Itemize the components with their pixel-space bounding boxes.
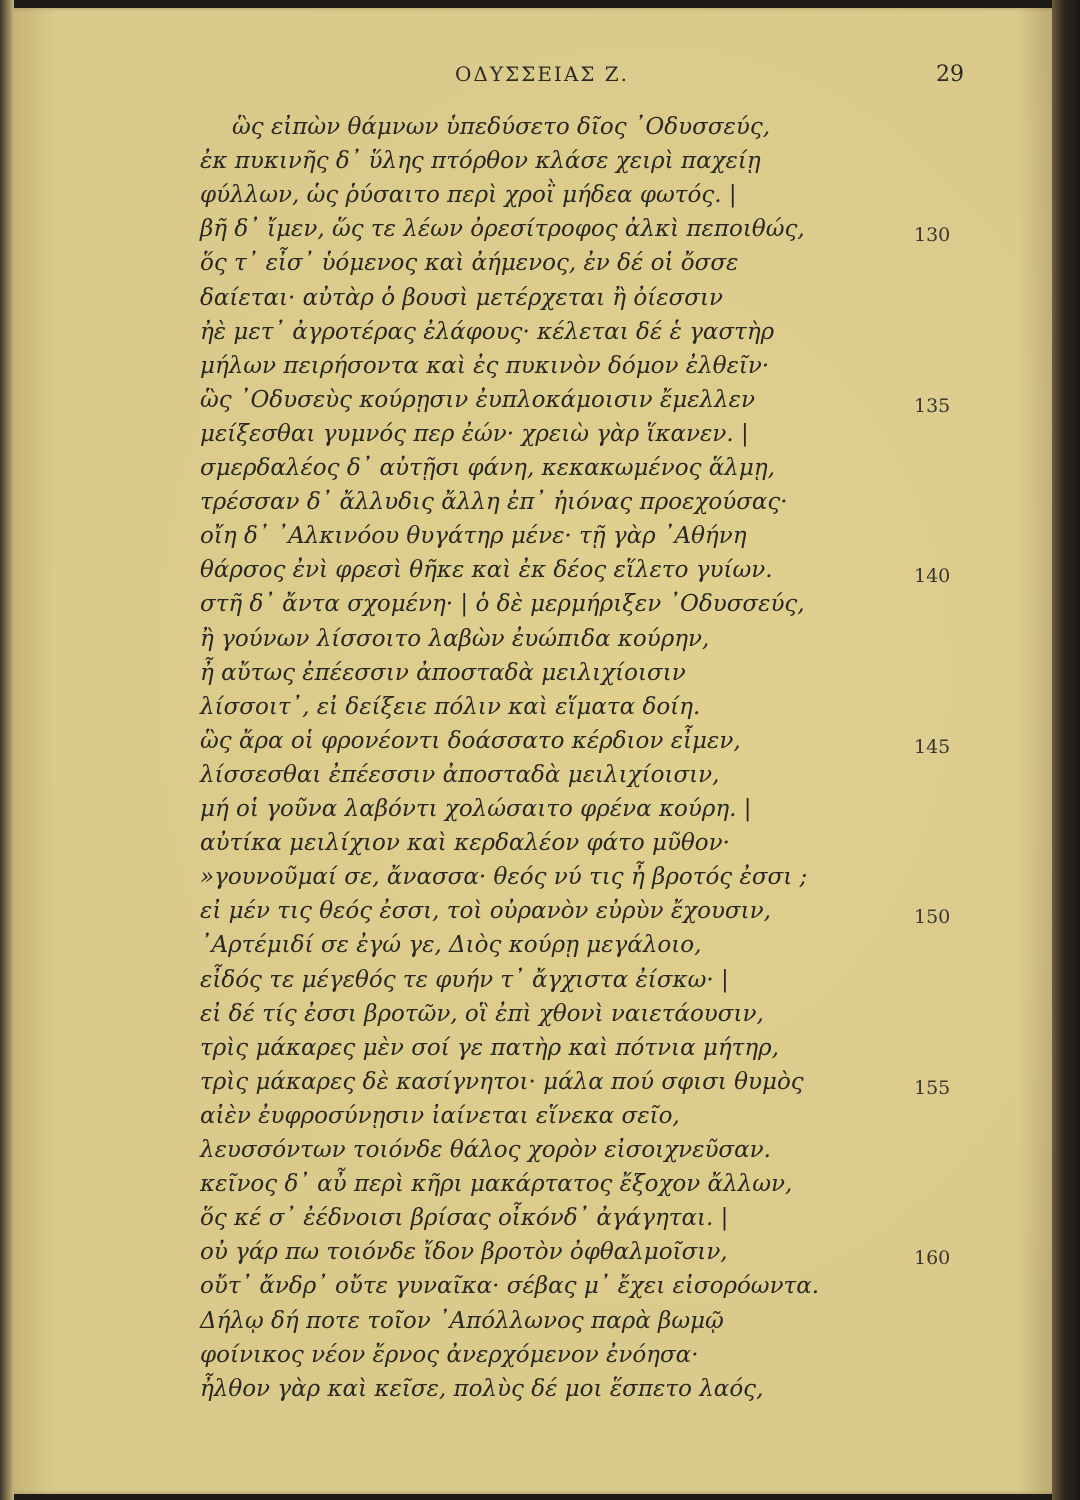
page-number: 29 (936, 62, 964, 87)
verse-line (0, 622, 1080, 656)
verse-line (0, 383, 1080, 417)
verse-text: λευσσόντων τοιόνδε θάλος χορὸν εἰσοιχνεῦσαν. (200, 1137, 771, 1163)
verse-line (0, 1167, 1080, 1201)
verse-line (0, 110, 1080, 144)
verse-line (0, 1031, 1080, 1065)
verse-line (0, 349, 1080, 383)
verse-text: βῆ δ᾿ ἴμεν, ὥς τε λέων ὀρεσίτροφος ἀλκὶ πεποιθώς, (200, 216, 805, 243)
line-number: 160 (914, 1247, 951, 1270)
verse-text: λίσσεσθαι ἐπέεσσιν ἀποσταδὰ μειλιχίοισιν, (200, 761, 720, 788)
verse-text: σμερδαλέος δ᾿ αὐτῇσι φάνη, κεκακωμένος ἅλμῃ, (200, 455, 775, 481)
verse-text: φοίνικος νέον ἔρνος ἀνερχόμενον ἐνόησα· (200, 1341, 699, 1368)
verse-line (0, 792, 1080, 826)
running-title: ΟΔΥΣΣΕΙΑΣ Ζ. (455, 62, 630, 86)
line-number: 145 (914, 735, 951, 758)
verse-line (0, 1201, 1080, 1235)
verse-line (0, 281, 1080, 315)
verse-line (0, 656, 1080, 690)
verse-line (0, 144, 1080, 178)
verse-text: ὅς κέ σ᾿ ἐέδνοισι βρίσας οἶκόνδ᾿ ἀγάγηται. | (200, 1205, 729, 1232)
verse-line (0, 451, 1080, 485)
verse-line (0, 315, 1080, 349)
verse-line (0, 690, 1080, 724)
verse-text: δαίεται· αὐτὰρ ὁ βουσὶ μετέρχεται ἢ ὀίεσσιν (200, 284, 723, 311)
verse-line (0, 1269, 1080, 1303)
verse-text: ὣς ᾿Οδυσεὺς κούρῃσιν ἐυπλοκάμοισιν ἔμελλεν (200, 386, 755, 413)
verse-line (0, 724, 1080, 758)
verse-line (0, 417, 1080, 451)
verse-line (0, 1372, 1080, 1406)
verse-text: »γουνοῦμαί σε, ἄνασσα· θεός νύ τις ἦ βροτός ἐσσι ; (200, 864, 808, 891)
verse-line (0, 1099, 1080, 1133)
verse-text: εἰ μέν τις θεός ἐσσι, τοὶ οὐρανὸν εὐρὺν ἔχουσιν, (200, 898, 771, 925)
verse-line (0, 553, 1080, 587)
verse-text: αὐτίκα μειλίχιον καὶ κερδαλέον φάτο μῦθον· (200, 830, 730, 857)
verse-text: τρὶς μάκαρες μὲν σοί γε πατὴρ καὶ πότνια μήτηρ, (200, 1034, 779, 1061)
verse-line (0, 928, 1080, 962)
verse-text: τρὶς μάκαρες δὲ κασίγνητοι· μάλα πού σφισι θυμὸς (200, 1068, 804, 1095)
verse-line (0, 997, 1080, 1031)
verse-line (0, 587, 1080, 621)
verse-text: ἠὲ μετ᾿ ἀγροτέρας ἐλάφους· κέλεται δέ ἑ γαστὴρ (200, 318, 775, 345)
verse-line (0, 1304, 1080, 1338)
verse-text: στῆ δ᾿ ἄντα σχομένη· | ὁ δὲ μερμήριξεν ᾿Οδυσσεύς, (200, 591, 805, 618)
line-number: 155 (914, 1076, 951, 1099)
verse-line (0, 1065, 1080, 1099)
line-number: 130 (914, 224, 951, 247)
verse-line (0, 826, 1080, 860)
verse-line (0, 212, 1080, 246)
page-header (0, 60, 1080, 90)
verse-line (0, 1235, 1080, 1269)
verse-line (0, 485, 1080, 519)
verse-line (0, 1133, 1080, 1167)
verse-text: ἦλθον γὰρ καὶ κεῖσε, πολὺς δέ μοι ἕσπετο λαός, (200, 1375, 764, 1402)
verse-line (0, 963, 1080, 997)
line-number: 140 (914, 565, 951, 588)
verse-line (0, 758, 1080, 792)
verse-text: εἰ δέ τίς ἐσσι βροτῶν, οἳ ἐπὶ χθονὶ ναιετάουσιν, (200, 1000, 764, 1027)
verse-text: τρέσσαν δ᾿ ἄλλυδις ἄλλη ἐπ᾿ ἠιόνας προεχούσας· (200, 489, 788, 516)
verse-text: μή οἱ γοῦνα λαβόντι χολώσαιτο φρένα κούρη. | (200, 796, 752, 822)
line-number: 150 (914, 906, 951, 929)
verse-text: μήλων πειρήσοντα καὶ ἐς πυκινὸν δόμον ἐλθεῖν· (200, 352, 770, 379)
verse-line (0, 178, 1080, 212)
verse-text: κεῖνος δ᾿ αὖ περὶ κῆρι μακάρτατος ἔξοχον ἄλλων, (200, 1171, 793, 1198)
verse-text: αἰὲν ἐυφροσύνῃσιν ἰαίνεται εἵνεκα σεῖο, (200, 1102, 680, 1129)
verse-text: ἢ γούνων λίσσοιτο λαβὼν ἐυώπιδα κούρην, (200, 625, 710, 652)
verse-text: φύλλων, ὡς ῥύσαιτο περὶ χροῒ μήδεα φωτός. | (200, 182, 737, 209)
line-number: 135 (914, 394, 951, 417)
verse-text: ὣς ἄρα οἱ φρονέοντι δοάσσατο κέρδιον εἶμεν, (200, 727, 741, 754)
verse-text: Δήλῳ δή ποτε τοῖον ᾿Απόλλωνος παρὰ βωμῷ (200, 1307, 724, 1334)
verse-line (0, 894, 1080, 928)
verse-line (0, 246, 1080, 280)
verse-text: οὔτ᾿ ἄνδρ᾿ οὔτε γυναῖκα· σέβας μ᾿ ἔχει εἰσορόωντα. (200, 1273, 820, 1300)
verse-text: θάρσος ἐνὶ φρεσὶ θῆκε καὶ ἐκ δέος εἵλετο γυίων. (200, 557, 773, 584)
verse-text: οἴη δ᾿ ᾿Αλκινόου θυγάτηρ μένε· τῇ γὰρ ᾿Αθήνη (200, 523, 747, 550)
verse-line (0, 860, 1080, 894)
verse-text: ὅς τ᾿ εἶσ᾿ ὑόμενος καὶ ἀήμενος, ἐν δέ οἱ ὄσσε (200, 250, 739, 277)
verse-text: λίσσοιτ᾿, εἰ δείξειε πόλιν καὶ εἵματα δοίη. (200, 693, 701, 720)
verse-text: ᾿Αρτέμιδί σε ἐγώ γε, Διὸς κούρῃ μεγάλοιο, (200, 932, 702, 959)
verse-line (0, 519, 1080, 553)
verse-line (0, 1338, 1080, 1372)
verse-text: ἦ αὔτως ἐπέεσσιν ἀποσταδὰ μειλιχίοισιν (200, 659, 686, 686)
verse-text: ὣς εἰπὼν θάμνων ὑπεδύσετο δῖος ᾿Οδυσσεύς, (232, 114, 771, 140)
verse-text: οὐ γάρ πω τοιόνδε ἴδον βροτὸν ὀφθαλμοῖσιν, (200, 1239, 728, 1266)
verse-text: μείξεσθαι γυμνός περ ἐών· χρειὼ γὰρ ἵκανεν. | (200, 420, 749, 447)
verse-text: εἶδός τε μέγεθός τε φυήν τ᾿ ἄγχιστα ἐίσκω· | (200, 966, 729, 993)
verse-text: ἐκ πυκινῆς δ᾿ ὕλης πτόρθον κλάσε χειρὶ παχείῃ (200, 148, 761, 175)
